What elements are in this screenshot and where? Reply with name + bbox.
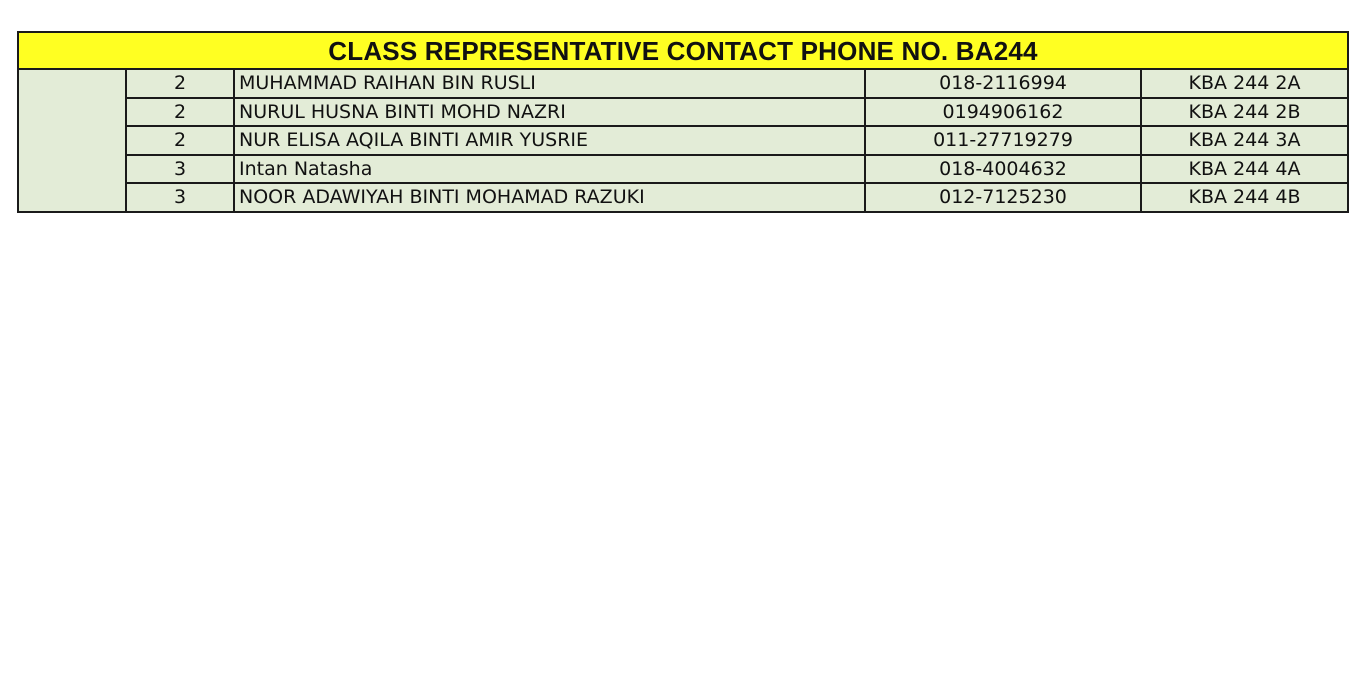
table-row [18,126,1348,155]
name-cell: NUR ELISA AQILA BINTI AMIR YUSRIE [234,126,865,155]
phone-cell: 018-4004632 [865,155,1141,184]
table-row [18,69,1348,98]
part-cell: 2 [126,126,234,155]
table-title: CLASS REPRESENTATIVE CONTACT PHONE NO. BA244 [18,32,1348,69]
part-cell: 2 [126,98,234,127]
part-cell: 3 [126,155,234,184]
merged-empty-cell [18,69,126,212]
phone-cell: 0194906162 [865,98,1141,127]
contact-table [17,31,1349,213]
group-cell: KBA 244 4A [1141,155,1348,184]
group-cell: KBA 244 4B [1141,183,1348,212]
part-cell: 3 [126,183,234,212]
group-cell: KBA 244 2A [1141,69,1348,98]
group-cell: KBA 244 3A [1141,126,1348,155]
title-row [18,32,1348,69]
phone-cell: 011-27719279 [865,126,1141,155]
group-cell: KBA 244 2B [1141,98,1348,127]
table-row [18,98,1348,127]
part-cell: 2 [126,69,234,98]
name-cell: NURUL HUSNA BINTI MOHD NAZRI [234,98,865,127]
table-row [18,155,1348,184]
name-cell: NOOR ADAWIYAH BINTI MOHAMAD RAZUKI [234,183,865,212]
name-cell: Intan Natasha [234,155,865,184]
table-row [18,183,1348,212]
phone-cell: 012-7125230 [865,183,1141,212]
name-cell: MUHAMMAD RAIHAN BIN RUSLI [234,69,865,98]
phone-cell: 018-2116994 [865,69,1141,98]
